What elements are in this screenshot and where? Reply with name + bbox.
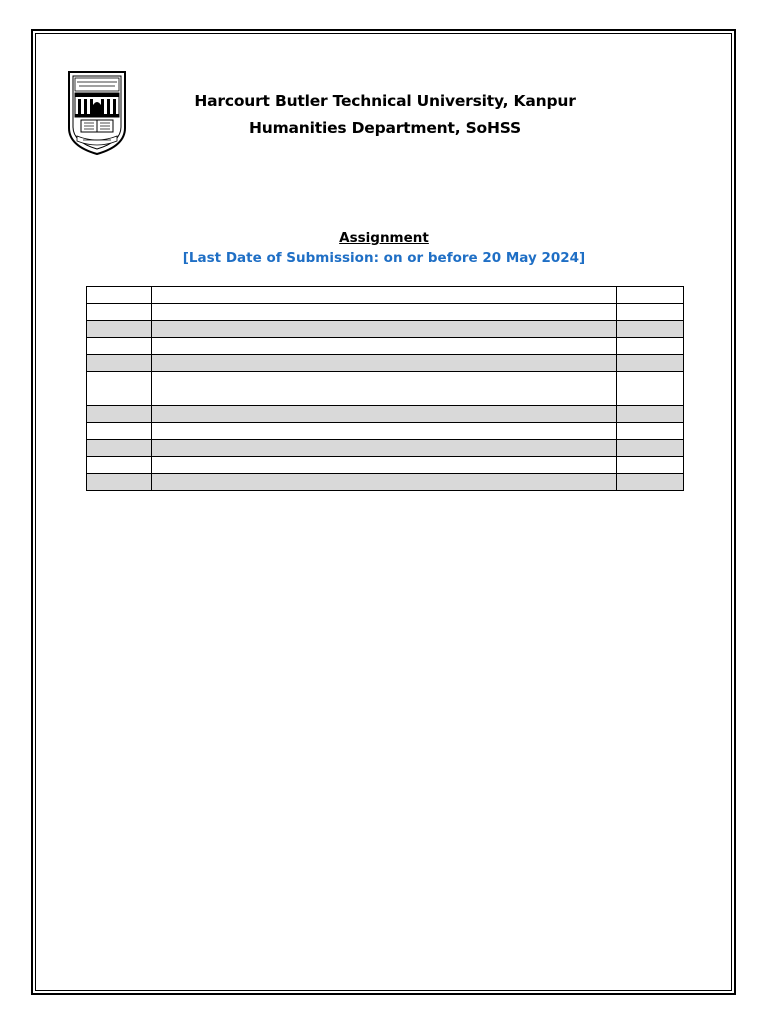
- number-cell: [87, 440, 152, 457]
- number-cell: [87, 423, 152, 440]
- marks-cell: [617, 372, 684, 406]
- number-cell: [87, 457, 152, 474]
- question-cell: [152, 440, 617, 457]
- table-row: [87, 355, 684, 372]
- table-row: [87, 304, 684, 321]
- marks-cell: [617, 423, 684, 440]
- table-row: [87, 338, 684, 355]
- table-row: [87, 321, 684, 338]
- table-row: [87, 406, 684, 423]
- question-cell: [152, 406, 617, 423]
- table-row: [87, 474, 684, 491]
- department-name: Humanities Department, SoHSS: [248, 119, 521, 137]
- marks-cell: [617, 338, 684, 355]
- university-seal-icon: [67, 70, 127, 156]
- marks-cell: [617, 440, 684, 457]
- marks-cell: [617, 355, 684, 372]
- number-cell: [87, 321, 152, 338]
- marks-cell: [617, 321, 684, 338]
- marks-cell: [617, 304, 684, 321]
- page-border-inner: [35, 33, 732, 991]
- question-cell: [152, 304, 617, 321]
- university-name: Harcourt Butler Technical University, Kanpur: [194, 92, 576, 110]
- marks-cell: [617, 287, 684, 304]
- question-cell: [152, 474, 617, 491]
- marks-cell: [617, 474, 684, 491]
- question-cell: [152, 457, 617, 474]
- number-cell: [87, 355, 152, 372]
- number-cell: [87, 338, 152, 355]
- number-cell: [87, 406, 152, 423]
- question-cell: [152, 287, 617, 304]
- table-row: [87, 423, 684, 440]
- table-row: [87, 372, 684, 406]
- question-cell: [152, 372, 617, 406]
- submission-deadline: [Last Date of Submission: on or before 20 May 2024]: [182, 250, 586, 266]
- question-cell: [152, 338, 617, 355]
- number-cell: [87, 304, 152, 321]
- assignment-title: Assignment: [339, 230, 429, 246]
- table-row: [87, 440, 684, 457]
- number-cell: [87, 474, 152, 491]
- question-cell: [152, 423, 617, 440]
- table-row: [87, 287, 684, 304]
- question-cell: [152, 321, 617, 338]
- marks-cell: [617, 457, 684, 474]
- question-cell: [152, 355, 617, 372]
- assignment-table: [86, 286, 684, 491]
- number-cell: [87, 372, 152, 406]
- assignment-table-body: [87, 287, 684, 491]
- marks-cell: [617, 406, 684, 423]
- number-cell: [87, 287, 152, 304]
- table-row: [87, 457, 684, 474]
